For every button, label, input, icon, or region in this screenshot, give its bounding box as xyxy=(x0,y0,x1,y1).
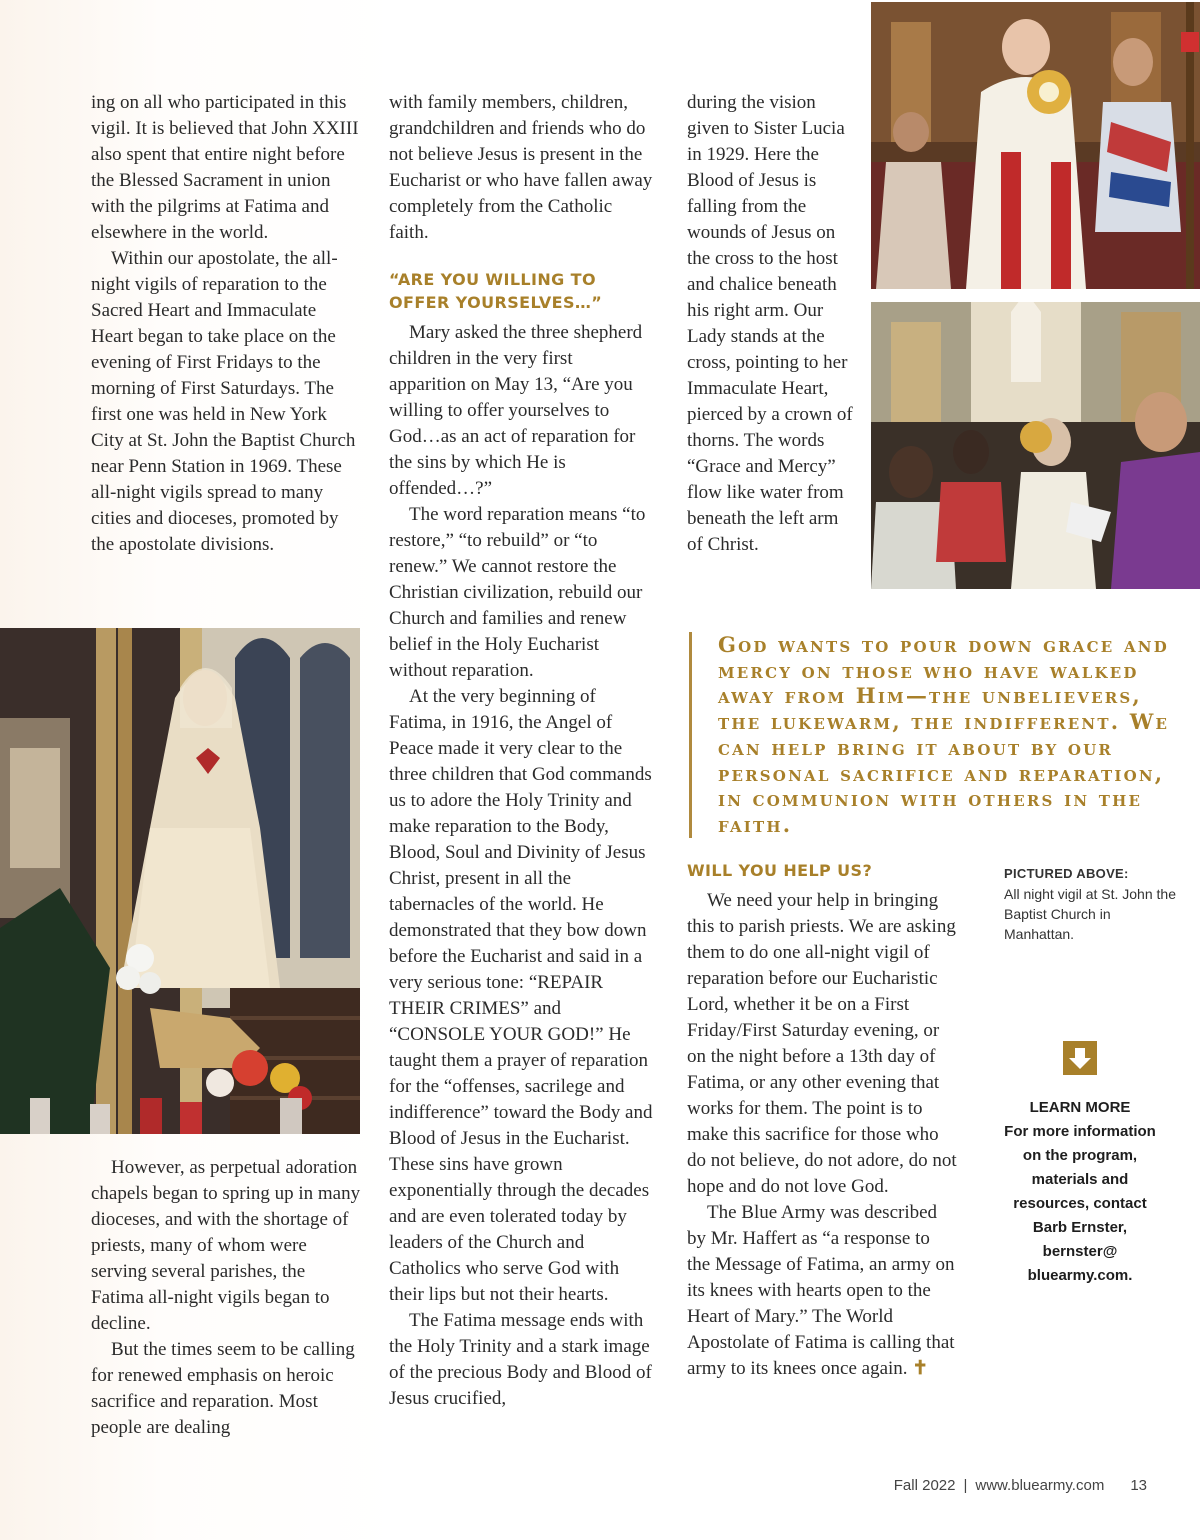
learn-more-body: For more information on the program, materials and resources, contact Barb Ernster, bernster@ bluearmy.com. xyxy=(1004,1123,1156,1284)
col2-paragraph-2: Mary asked the three shepherd children in the very first apparition on May 13, “Are you willing to offer yourselves to God…as an act of reparation for the sins by which He is offended…?” xyxy=(389,322,643,499)
col2-paragraph-5: The Fatima message ends with the Holy Trinity and a stark image of the precious Body and Blood of Jesus crucified, xyxy=(389,1310,652,1409)
col1-paragraph-1: ing on all who participated in this vigil. It is believed that John XXIII also spent that entire night before the Blessed Sacrament in union with the pilgrims at Fatima and elsewhere in the world. xyxy=(91,92,359,243)
col3-paragraph-1: during the vision given to Sister Lucia in 1929. Here the Blood of Jesus is falling from the wounds of Jesus on the cross to the host and chalice beneath his right arm. Our Lady stands at the cross, pointing to her Immaculate Heart, pierced by a crown of thorns. The words “Grace and Mercy” flow like water from beneath the left arm of Christ. xyxy=(687,92,853,555)
photo-caption xyxy=(1004,864,1184,944)
footer-issue: Fall 2022 xyxy=(893,1477,956,1494)
column-1-bottom xyxy=(91,1155,361,1441)
page-footer xyxy=(894,1477,1147,1494)
statue-photo xyxy=(0,628,360,1134)
learn-more-box xyxy=(1004,1096,1156,1288)
cross-end-mark-icon: ✝ xyxy=(912,1358,929,1379)
column-3-bottom xyxy=(687,855,957,1382)
col2-paragraph-4: At the very beginning of Fatima, in 1916, the Angel of Peace made it very clear to the three children that God commands us to adore the Holy Trinity and make reparation to the Body, Blood, Soul and Divinity of Jesus Christ, present in all the tabernacles of the world. He demonstrated that they bow down before the Eucharist and said in a very serious tone: “REPAIR THEIR CRIMES” and “CONSOLE YOUR GOD!” He taught them a prayer of reparation for the “offenses, sacrilege and indifference” toward the Body and Blood of Jesus in the Eucharist. These sins have grown exponentially through the decades and are even tolerated today by leaders of the Church and Catholics who serve God with their lips but not their hearts. xyxy=(389,686,653,1305)
footer-website[interactable]: www.bluearmy.com xyxy=(975,1477,1105,1494)
col3-paragraph-3-text: The Blue Army was described by Mr. Haffert as “a response to the Message of Fatima, an army on its knees with hearts open to the Heart of Mary.” The World Apostolate of Fatima is calling that army to its knees once again. xyxy=(687,1202,955,1379)
vigil-photo-eucharist xyxy=(871,302,1200,589)
col2-paragraph-1: with family members, children, grandchildren and friends who do not believe Jesus is present in the Eucharist or who have fallen away completely from the Catholic faith. xyxy=(389,92,653,243)
col3-paragraph-2: We need your help in bringing this to parish priests. We are asking them to do one all-night vigil of reparation before our Eucharistic Lord, whether it be on a First Friday/First Saturday evening, or on the night before a 13th day of Fatima, or any other evening that works for them. The point is to make this sacrifice for those who do not believe, do not adore, do not hope and do not love God. xyxy=(687,890,957,1197)
vigil-photo-procession xyxy=(871,2,1200,289)
column-3-top xyxy=(687,90,857,558)
col1-paragraph-3: However, as perpetual adoration chapels began to spring up in many dioceses, and with the shortage of priests, many of whom were serving several parishes, the Fatima all-night vigils began to decline. xyxy=(91,1157,361,1334)
col2-paragraph-3: The word reparation means “to restore,” “to rebuild” or “to renew.” We cannot restore the Christian civilization, rebuild our Church and families and renew belief in the Holy Eucharist without reparation. xyxy=(389,504,646,681)
col3-paragraph-3 xyxy=(687,1200,957,1382)
col1-paragraph-4: But the times seem to be calling for renewed emphasis on heroic sacrifice and reparation. Most people are dealing xyxy=(91,1339,355,1438)
caption-text: All night vigil at St. John the Baptist Church in Manhattan. xyxy=(1004,886,1176,942)
learn-more-heading: LEARN MORE xyxy=(1029,1099,1131,1116)
pull-quote xyxy=(689,632,1178,838)
column-2 xyxy=(389,90,654,1412)
pull-quote-text: God wants to pour down grace and mercy on those who have walked away from Him—the unbelievers, the lukewarm, the indifferent. We can help bring it about by our personal sacrifice and reparation, in communion with others in the faith. xyxy=(718,632,1170,837)
subheading-willing: “ARE YOU WILLING TO OFFER YOURSELVES…” xyxy=(389,270,603,312)
subheading-help-us: WILL YOU HELP US? xyxy=(687,861,873,880)
footer-separator: | xyxy=(963,1477,968,1494)
caption-heading: PICTURED ABOVE: xyxy=(1004,866,1129,881)
page-number: 13 xyxy=(1130,1477,1147,1494)
arrow-down-icon xyxy=(1063,1041,1097,1075)
col1-paragraph-2: Within our apostolate, the all-night vigils of reparation to the Sacred Heart and Immaculate Heart began to take place on the evening of First Fridays to the morning of First Saturdays. The first one was held in New York City at St. John the Baptist Church near Penn Station in 1969. These all-night vigils spread to many cities and dioceses, promoted by the apostolate divisions. xyxy=(91,248,356,555)
column-1-top xyxy=(91,90,361,558)
